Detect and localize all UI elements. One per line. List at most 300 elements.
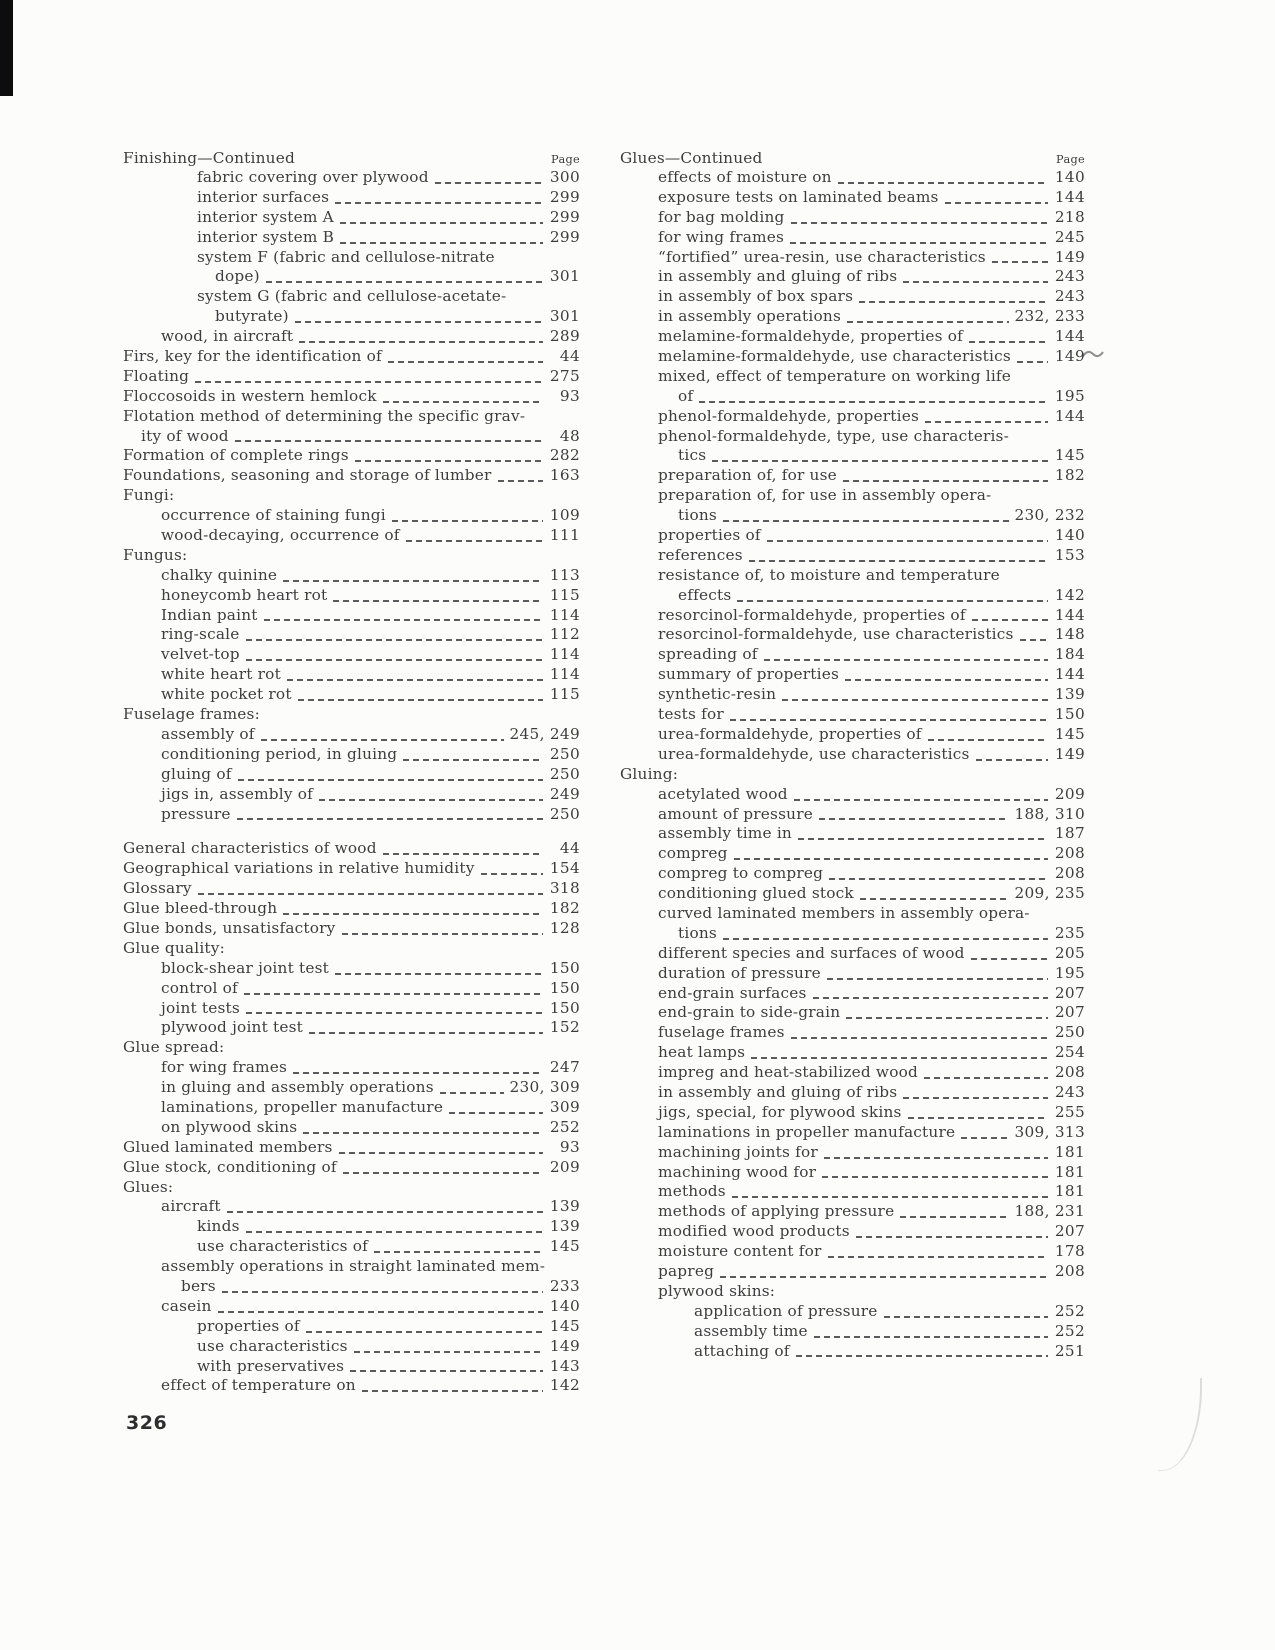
index-entry (123, 208, 580, 228)
dash-leader (235, 440, 543, 442)
dash-leader (227, 1211, 543, 1213)
entry-page-number: 300 (549, 168, 580, 186)
index-entry (620, 248, 1085, 268)
dash-leader (794, 799, 1048, 801)
entry-text: conditioning period, in gluing (161, 744, 398, 763)
entry-page-number: 140 (1054, 526, 1085, 545)
index-entry (620, 1003, 1085, 1023)
dash-leader (813, 997, 1048, 999)
entry-page-number: 143 (549, 1356, 580, 1375)
dash-leader (342, 933, 543, 935)
entry-text: velvet-top (161, 645, 240, 664)
entry-text: heat lamps (658, 1043, 746, 1062)
entry-page-number: 299 (549, 227, 580, 246)
dash-leader (925, 421, 1048, 423)
entry-text: different species and surfaces of wood (658, 943, 965, 962)
entry-text: melamine-formaldehyde, use characteristics (658, 347, 1011, 366)
entry-text: compreg (658, 844, 728, 863)
entry-text: mixed, effect of temperature on working life (658, 366, 1012, 385)
page-curl-artifact (1158, 1378, 1202, 1471)
dash-leader (246, 639, 544, 641)
index-entry (620, 785, 1085, 805)
dash-leader (903, 281, 1048, 283)
entry-text: of (678, 386, 694, 405)
entry-page-number: 139 (549, 1217, 580, 1236)
entry-text: plywood joint test (161, 1018, 303, 1037)
page-number: 326 (126, 1412, 168, 1434)
entry-page-number: 301 (549, 307, 580, 326)
index-entry (123, 859, 580, 879)
index-entry (123, 1098, 580, 1118)
entry-text: papreg (658, 1261, 715, 1280)
entry-page-number: 181 (1054, 1142, 1085, 1161)
entry-page-number: 184 (1054, 645, 1085, 664)
entry-text: effects (678, 585, 732, 604)
index-entry (620, 387, 1085, 407)
index-entry (123, 685, 580, 705)
entry-page-number: 250 (549, 744, 580, 763)
dash-leader (198, 893, 543, 895)
entry-text: laminations, propeller manufacture (161, 1097, 444, 1116)
index-entry (123, 1257, 580, 1277)
entry-page-number: 230, 232 (1014, 506, 1085, 525)
dash-leader (924, 1077, 1048, 1079)
dash-leader (350, 1370, 543, 1372)
dash-leader (798, 838, 1048, 840)
entry-text: summary of properties (658, 665, 839, 684)
entry-text: tions (678, 506, 717, 525)
entry-page-number: 111 (549, 526, 580, 545)
index-entry (620, 307, 1085, 327)
index-entry (123, 1038, 580, 1058)
right-column (620, 148, 1085, 1361)
dash-leader (908, 1117, 1048, 1119)
entry-page-number: 93 (559, 1137, 580, 1156)
entry-page-number: 182 (549, 899, 580, 918)
index-entry (123, 1376, 580, 1396)
dash-leader (383, 401, 543, 403)
index-entry (123, 327, 580, 347)
entry-page-number: 208 (1054, 1261, 1085, 1280)
dash-leader (712, 460, 1048, 462)
entry-text: Glue bonds, unsatisfactory (123, 918, 336, 937)
index-entry (123, 407, 580, 427)
entry-text: system F (fabric and cellulose-nitrate (197, 247, 495, 266)
index-entry (123, 979, 580, 999)
index-entry (123, 625, 580, 645)
entry-page-number: 250 (1054, 1023, 1085, 1042)
entry-page-number: 182 (1054, 466, 1085, 485)
index-entry (123, 347, 580, 367)
index-entry (620, 427, 1085, 447)
index-entry (123, 506, 580, 526)
dash-leader (856, 1236, 1048, 1238)
dash-leader (859, 301, 1048, 303)
index-entry (123, 466, 580, 486)
left-column-entries (123, 168, 580, 1396)
dash-leader (218, 1311, 543, 1313)
entry-text: end-grain to side-grain (658, 1003, 841, 1022)
entry-text: preparation of, for use (658, 466, 837, 485)
index-entry (620, 844, 1085, 864)
index-entry (620, 188, 1085, 208)
entry-text: in assembly operations (658, 307, 842, 326)
index-entry (620, 606, 1085, 626)
index-entry (620, 824, 1085, 844)
entry-text: system G (fabric and cellulose-acetate- (197, 287, 507, 306)
index-entry (123, 1277, 580, 1297)
dash-leader (720, 1276, 1048, 1278)
entry-text: Glues: (123, 1177, 174, 1196)
dash-leader (976, 759, 1048, 761)
index-entry (620, 685, 1085, 705)
dash-leader (791, 222, 1048, 224)
dash-leader (246, 1231, 543, 1233)
dash-leader (340, 222, 543, 224)
scan-mark (1082, 346, 1104, 365)
dash-leader (767, 540, 1048, 542)
index-entry (123, 939, 580, 959)
entry-page-number: 245 (1054, 227, 1085, 246)
entry-page-number: 150 (549, 998, 580, 1017)
index-entry (620, 944, 1085, 964)
index-entry (620, 267, 1085, 287)
entry-page-number: 149 (549, 1336, 580, 1355)
entry-text: tests for (658, 705, 724, 724)
index-entry (123, 367, 580, 387)
dash-leader (354, 1351, 543, 1353)
entry-page-number: 114 (549, 645, 580, 664)
entry-page-number: 181 (1054, 1162, 1085, 1181)
entry-text: resistance of, to moisture and temperature (658, 565, 1000, 584)
entry-page-number: 250 (549, 804, 580, 823)
index-entry (620, 327, 1085, 347)
index-entry (123, 606, 580, 626)
entry-text: urea-formaldehyde, properties of (658, 724, 922, 743)
index-entry (620, 367, 1085, 387)
dash-leader (732, 1196, 1048, 1198)
squiggle-mark (1082, 347, 1104, 361)
entry-page-number: 145 (549, 1237, 580, 1256)
entry-page-number: 142 (549, 1376, 580, 1395)
index-entry (123, 839, 580, 859)
index-entry (620, 1103, 1085, 1123)
entry-page-number: 163 (549, 466, 580, 485)
entry-text: with preservatives (197, 1356, 345, 1375)
entry-text: interior system A (197, 207, 334, 226)
entry-text: Firs, key for the identification of (123, 347, 382, 366)
dash-leader (355, 460, 543, 462)
scan-corner-artifact (0, 0, 13, 96)
index-entry (620, 566, 1085, 586)
entry-text: tics (678, 446, 707, 465)
dash-leader (340, 242, 543, 244)
entry-text: honeycomb heart rot (161, 585, 328, 604)
entry-text: fuselage frames (658, 1023, 785, 1042)
entry-text: resorcinol-formaldehyde, use characteristics (658, 625, 1014, 644)
entry-text: tions (678, 923, 717, 942)
dash-leader (335, 202, 543, 204)
entry-page-number: 139 (1054, 685, 1085, 704)
entry-page-number: 140 (549, 1296, 580, 1315)
entry-text: Formation of complete rings (123, 446, 349, 465)
index-entry (123, 287, 580, 307)
entry-text: acetylated wood (658, 784, 788, 803)
index-entry (620, 1163, 1085, 1183)
entry-text: urea-formaldehyde, use characteristics (658, 744, 970, 763)
entry-page-number: 254 (1054, 1043, 1085, 1062)
dash-leader (287, 679, 543, 681)
dash-leader (299, 341, 543, 343)
index-entry (620, 407, 1085, 427)
entry-page-number: 235 (1054, 923, 1085, 942)
entry-text: gluing of (161, 764, 232, 783)
dash-leader (283, 913, 543, 915)
entry-text: for wing frames (161, 1058, 288, 1077)
index-entry (123, 586, 580, 606)
entry-page-number: 44 (559, 839, 580, 858)
entry-page-number: 128 (549, 918, 580, 937)
dash-leader (829, 878, 1048, 880)
entry-text: duration of pressure (658, 963, 821, 982)
index-entry (123, 725, 580, 745)
entry-text: pressure (161, 804, 231, 823)
entry-page-number: 252 (549, 1117, 580, 1136)
entry-text: Fuselage frames: (123, 705, 260, 724)
entry-text: bers (181, 1276, 216, 1295)
dash-leader (392, 520, 543, 522)
dash-leader (246, 659, 543, 661)
dash-leader (238, 779, 543, 781)
entry-text: conditioning glued stock (658, 884, 854, 903)
index-entry (620, 526, 1085, 546)
index-entry (123, 228, 580, 248)
index-entry (620, 665, 1085, 685)
dash-leader (699, 401, 1048, 403)
dash-leader (819, 818, 1010, 820)
dash-leader (335, 973, 543, 975)
dash-leader (306, 1331, 543, 1333)
entry-page-number: 149 (1054, 744, 1085, 763)
entry-page-number: 142 (1054, 585, 1085, 604)
index-entry (123, 665, 580, 685)
index-entry (123, 959, 580, 979)
entry-text: modified wood products (658, 1222, 850, 1241)
entry-text: attaching of (694, 1341, 790, 1360)
index-entry (620, 1123, 1085, 1143)
dash-leader (343, 1172, 543, 1174)
dash-leader (449, 1112, 543, 1114)
left-column-header-row (123, 148, 580, 168)
entry-page-number: 247 (549, 1058, 580, 1077)
entry-text: synthetic-resin (658, 685, 777, 704)
entry-text: “fortified” urea-resin, use characteristics (658, 247, 986, 266)
index-entry (620, 1222, 1085, 1242)
entry-page-number: 144 (1054, 665, 1085, 684)
index-entry (620, 1023, 1085, 1043)
dash-leader (498, 480, 543, 482)
dash-leader (723, 938, 1048, 940)
entry-page-number: 245, 249 (509, 724, 580, 743)
index-entry (620, 1262, 1085, 1282)
dash-leader (723, 520, 1010, 522)
dash-leader (309, 1032, 543, 1034)
index-entry (620, 208, 1085, 228)
dash-leader (764, 659, 1048, 661)
entry-text: assembly time in (658, 824, 792, 843)
entry-page-number: 301 (549, 267, 580, 286)
entry-text: impreg and heat-stabilized wood (658, 1063, 919, 1082)
right-column-entries (620, 168, 1085, 1361)
index-entry (620, 765, 1085, 785)
entry-text: General characteristics of wood (123, 839, 377, 858)
entry-text: Geographical variations in relative humidity (123, 859, 475, 878)
dash-leader (266, 281, 543, 283)
index-entry (123, 765, 580, 785)
entry-text: Fungi: (123, 486, 175, 505)
dash-leader (1017, 361, 1048, 363)
entry-page-number: 178 (1054, 1242, 1085, 1261)
entry-page-number: 109 (549, 506, 580, 525)
entry-text: effects of moisture on (658, 168, 832, 186)
entry-page-number: 139 (549, 1197, 580, 1216)
entry-text: laminations in propeller manufacture (658, 1122, 956, 1141)
index-entry (123, 486, 580, 506)
dash-leader (319, 799, 543, 801)
dash-leader (406, 540, 543, 542)
dash-leader (339, 1152, 543, 1154)
entry-text: dope) (215, 267, 260, 286)
entry-page-number: 144 (1054, 406, 1085, 425)
entry-text: wood-decaying, occurrence of (161, 526, 400, 545)
dash-leader (751, 1057, 1048, 1059)
index-entry (620, 1182, 1085, 1202)
dash-leader (362, 1390, 543, 1392)
index-entry (620, 805, 1085, 825)
entry-text: methods (658, 1182, 726, 1201)
entry-page-number: 243 (1054, 267, 1085, 286)
dash-leader (246, 1012, 543, 1014)
index-entry (620, 964, 1085, 984)
dash-leader (961, 1137, 1009, 1139)
index-entry (123, 546, 580, 566)
dash-leader (481, 873, 543, 875)
entry-page-number: 218 (1054, 207, 1085, 226)
dash-leader (435, 182, 543, 184)
index-entry (620, 645, 1085, 665)
dash-leader (244, 993, 543, 995)
index-entry (123, 1217, 580, 1237)
entry-page-number: 150 (549, 978, 580, 997)
dash-leader (264, 619, 543, 621)
entry-text: Fungus: (123, 545, 188, 564)
entry-text: references (658, 545, 743, 564)
entry-text: phenol-formaldehyde, properties (658, 406, 920, 425)
entry-page-number: 188, 310 (1014, 804, 1085, 823)
index-entry (123, 999, 580, 1019)
index-entry (123, 526, 580, 546)
index-entry (620, 745, 1085, 765)
entry-text: Glossary (123, 879, 192, 898)
dash-leader (847, 321, 1009, 323)
index-entry (620, 1322, 1085, 1342)
left-page-label: Page (551, 153, 580, 166)
index-entry (123, 705, 580, 725)
entry-page-number: 187 (1054, 824, 1085, 843)
index-entry (123, 1158, 580, 1178)
dash-leader (972, 619, 1048, 621)
dash-leader (928, 739, 1048, 741)
entry-page-number: 44 (559, 347, 580, 366)
index-entry (123, 307, 580, 327)
index-entry (620, 1143, 1085, 1163)
entry-page-number: 181 (1054, 1182, 1085, 1201)
entry-page-number: 150 (1054, 705, 1085, 724)
index-entry (620, 1043, 1085, 1063)
entry-text: phenol-formaldehyde, type, use characteris- (658, 426, 1009, 445)
entry-page-number: 145 (549, 1316, 580, 1335)
index-entry (620, 864, 1085, 884)
dash-leader (791, 1037, 1048, 1039)
index-entry (620, 924, 1085, 944)
entry-page-number: 188, 231 (1014, 1202, 1085, 1221)
index-entry (123, 387, 580, 407)
index-entry (123, 1138, 580, 1158)
entry-text: joint tests (161, 998, 240, 1017)
index-entry (123, 805, 580, 825)
dash-leader (734, 858, 1048, 860)
index-entry (620, 625, 1085, 645)
index-entry (620, 1083, 1085, 1103)
entry-page-number: 149 (1054, 347, 1085, 366)
entry-text: fabric covering over plywood (197, 168, 429, 186)
entry-page-number: 299 (549, 207, 580, 226)
dash-leader (388, 361, 543, 363)
index-entry (620, 486, 1085, 506)
index-entry (123, 446, 580, 466)
entry-page-number: 209 (1054, 784, 1085, 803)
entry-text: Flotation method of determining the specific grav- (123, 406, 526, 425)
entry-page-number: 209 (549, 1157, 580, 1176)
entry-page-number: 154 (549, 859, 580, 878)
entry-text: Foundations, seasoning and storage of lumber (123, 466, 492, 485)
left-column-heading: Finishing—Continued (123, 149, 295, 167)
entry-page-number: 230, 309 (509, 1078, 580, 1097)
entry-text: spreading of (658, 645, 758, 664)
entry-text: jigs, special, for plywood skins (658, 1102, 902, 1121)
entry-text: melamine-formaldehyde, properties of (658, 327, 963, 346)
index-entry (123, 1317, 580, 1337)
index-entry (123, 168, 580, 188)
entry-page-number: 255 (1054, 1102, 1085, 1121)
entry-text: moisture content for (658, 1242, 822, 1261)
index-entry (620, 168, 1085, 188)
entry-text: Floccosoids in western hemlock (123, 386, 377, 405)
index-entry (620, 228, 1085, 248)
entry-page-number: 251 (1054, 1341, 1085, 1360)
entry-page-number: 114 (549, 605, 580, 624)
entry-page-number: 144 (1054, 327, 1085, 346)
entry-page-number: 205 (1054, 943, 1085, 962)
index-entry (620, 1063, 1085, 1083)
entry-page-number: 282 (549, 446, 580, 465)
index-entry (123, 1237, 580, 1257)
entry-page-number: 113 (549, 565, 580, 584)
entry-page-number: 232, 233 (1014, 307, 1085, 326)
index-entry (123, 879, 580, 899)
entry-page-number: 207 (1054, 1222, 1085, 1241)
entry-text: on plywood skins (161, 1117, 298, 1136)
